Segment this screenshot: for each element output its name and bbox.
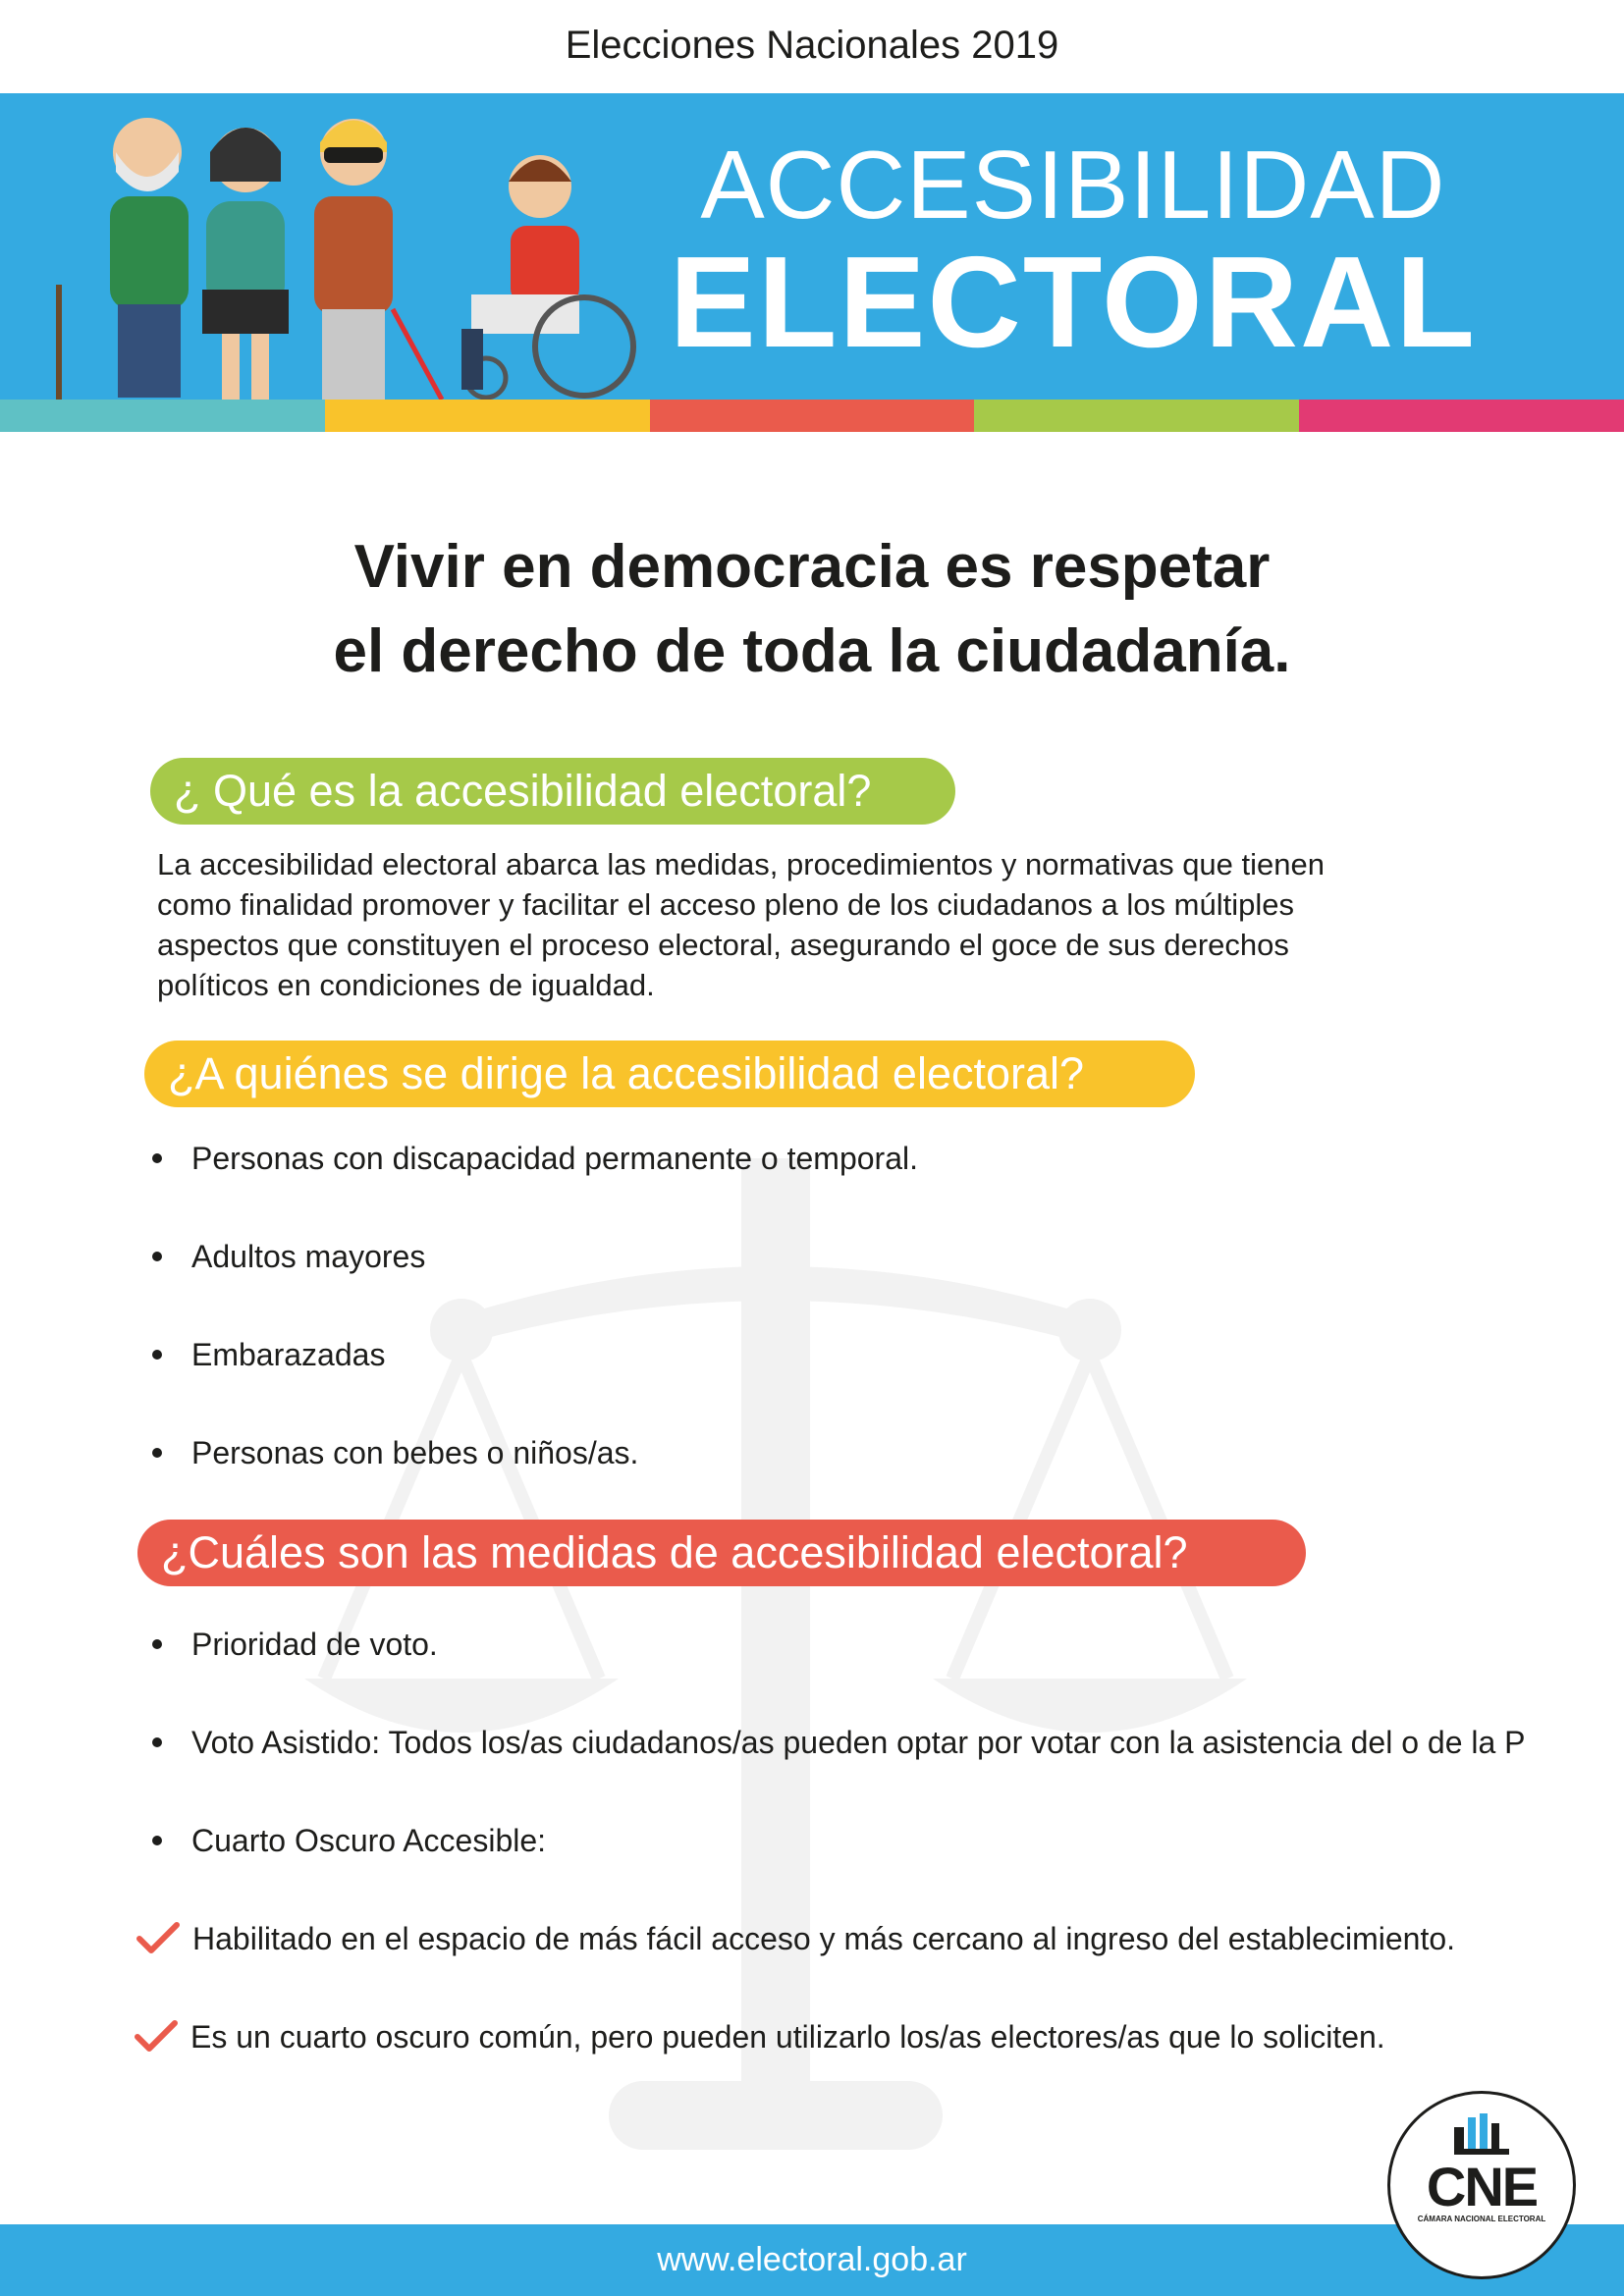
check-item <box>134 2017 1385 2056</box>
stripe-red <box>650 400 975 432</box>
list-item-text: Voto Asistido: Todos los/as ciudadanos/as pueden optar por votar con la asistencia del o de la P <box>191 1725 1526 1760</box>
list-item <box>152 1625 438 1664</box>
checkmark-icon <box>134 2019 179 2053</box>
blind-man-figure <box>314 119 442 400</box>
list-item <box>152 1821 546 1860</box>
color-stripe-bar <box>0 400 1624 432</box>
check-item <box>135 1919 1455 1958</box>
headline-line2: el derecho de toda la ciudadanía. <box>333 617 1291 685</box>
header-banner <box>0 93 1624 400</box>
checkmark-icon <box>135 1921 181 1954</box>
list-item <box>152 1723 1624 1762</box>
document-top-title: Elecciones Nacionales 2019 <box>565 24 1059 67</box>
people-illustration <box>39 93 707 400</box>
cne-letters: CNE <box>1426 2156 1538 2217</box>
bullet-icon <box>152 1737 162 1747</box>
stripe-green <box>974 400 1299 432</box>
bullet-icon <box>152 1252 162 1261</box>
section2-heading: ¿A quiénes se dirige la accesibilidad electoral? <box>144 1041 1195 1107</box>
bullet-icon <box>152 1836 162 1845</box>
banner-title-line1: ACCESIBILIDAD <box>700 131 1446 239</box>
list-item-text: Embarazadas <box>191 1337 386 1372</box>
cne-building-icon <box>1452 2113 1511 2155</box>
check-item-text: Es un cuarto oscuro común, pero pueden utilizarlo los/as electores/as que lo soliciten. <box>190 2019 1385 2055</box>
bullet-icon <box>152 1639 162 1649</box>
list-item <box>152 1237 425 1276</box>
check-item-text: Habilitado en el espacio de más fácil acceso y más cercano al ingreso del establecimiento. <box>192 1921 1456 1956</box>
banner-title <box>669 131 1477 374</box>
section3-heading: ¿Cuáles son las medidas de accesibilidad electoral? <box>137 1520 1306 1586</box>
footer-bar <box>0 2224 1624 2296</box>
elderly-man-figure <box>59 118 189 400</box>
bullet-icon <box>152 1153 162 1163</box>
bullet-icon <box>152 1448 162 1458</box>
list-item-text: Prioridad de voto. <box>191 1627 438 1662</box>
list-item-text: Adultos mayores <box>191 1239 426 1274</box>
list-item-text: Cuarto Oscuro Accesible: <box>191 1823 547 1858</box>
section1-line: políticos en condiciones de igualdad. <box>157 968 655 1002</box>
stripe-teal <box>0 400 325 432</box>
footer-url-link[interactable]: www.electoral.gob.ar <box>657 2241 967 2278</box>
section1-line: aspectos que constituyen el proceso electoral, asegurando el goce de sus derechos <box>157 928 1289 962</box>
section1-paragraph <box>157 844 1492 1005</box>
section1-heading: ¿ Qué es la accesibilidad electoral? <box>150 758 955 825</box>
list-item <box>152 1335 385 1374</box>
stripe-yellow <box>325 400 650 432</box>
wheelchair-user-figure <box>461 155 633 398</box>
list-item-text: Personas con discapacidad permanente o temporal. <box>191 1141 918 1176</box>
banner-title-line2: ELECTORAL <box>669 230 1477 374</box>
cne-logo <box>1387 2091 1576 2279</box>
cne-subtitle: CÁMARA NACIONAL ELECTORAL <box>1417 2215 1546 2223</box>
section1-line: como finalidad promover y facilitar el acceso pleno de los ciudadanos a los múltiples <box>157 887 1294 922</box>
list-item-text: Personas con bebes o niños/as. <box>191 1435 639 1470</box>
main-headline <box>0 525 1624 694</box>
headline-line1: Vivir en democracia es respetar <box>353 533 1271 601</box>
stripe-pink <box>1299 400 1624 432</box>
list-item <box>152 1139 918 1178</box>
list-item <box>152 1433 638 1472</box>
bullet-icon <box>152 1350 162 1360</box>
pregnant-woman-figure <box>202 128 289 400</box>
section1-line: La accesibilidad electoral abarca las medidas, procedimientos y normativas que tienen <box>157 847 1325 881</box>
